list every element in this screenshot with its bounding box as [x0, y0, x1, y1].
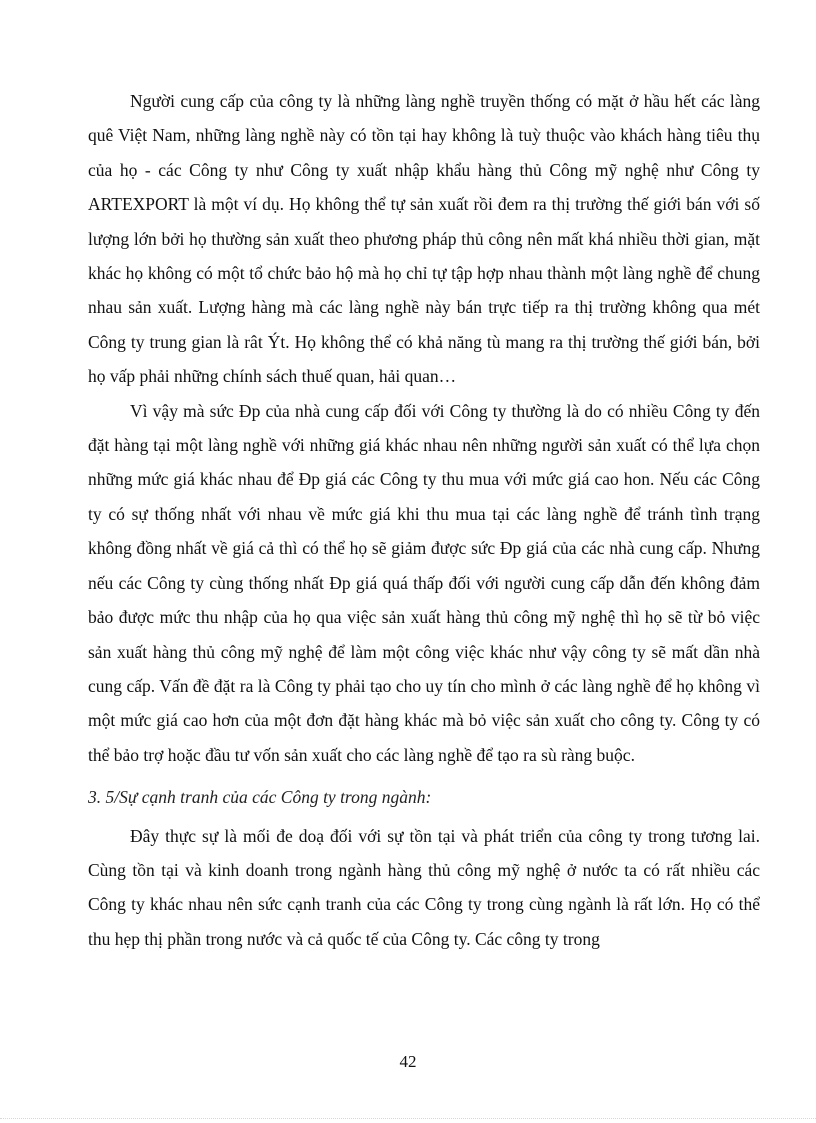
paragraph-suppliers: Người cung cấp của công ty là những làng nghề truyền thống có mặt ở hầu hết các làng quê Việt Nam, những làng nghề này có tồn tại hay không là tuỳ thuộc vào khách hàng tiêu thụ của họ - các Công ty như Công ty xuất nhập khẩu hàng thủ Công mỹ nghệ như Công ty ARTEXPORT là một ví dụ. Họ không thể tự sản xuất rồi đem ra thị trường thế giới bán với số lượng lớn bởi họ thường sản xuất theo phương pháp thủ công nên mất khá nhiều thời gian, mặt khác họ không có một tổ chức bảo hộ mà họ chỉ tự tập hợp nhau thành một làng nghề để chung nhau sản xuất. Lượng hàng mà các làng nghề này bán trực tiếp ra thị trường không qua mét Công ty trung gian là rât Ýt. Họ không thể có khả năng tù mang ra thị trường thế giới bán, bởi họ vấp phải những chính sách thuế quan, hải quan…: [88, 91, 760, 387]
page-bottom-divider: [0, 1118, 816, 1119]
paragraph-competition: Đây thực sự là mối đe doạ đối với sự tồn tại và phát triển của công ty trong tương lai. Cùng tồn tại và kinh doanh trong ngành hàng thủ công mỹ nghệ ở nước ta có rất nhiều các Công ty khác nhau nên sức cạnh tranh của các Công ty trong cùng ngành là rất lớn. Họ có thể thu hẹp thị phần trong nước và cả quốc tế của Công ty. Các công ty trong: [88, 825, 760, 949]
section-heading: 3. 5/Sự cạnh tranh của các Công ty trong ngành:: [88, 787, 432, 808]
body-text: [88, 84, 760, 956]
page-number: 42: [399, 1052, 417, 1071]
paragraph-bargaining-power: Vì vậy mà sức Đp của nhà cung cấp đối với Công ty thường là do có nhiều Công ty đến đặt hàng tại một làng nghề với những giá khác nhau nên những người sản xuất có thể lựa chọn những mức giá khác nhau để Đp giá các Công ty thu mua với mức giá cao hon. Nếu các Công ty có sự thống nhất với nhau về mức giá khi thu mua tại các làng nghề để tránh tình trạng không đồng nhất về giá cả thì có thể họ sẽ giảm được sức Đp giá của các nhà cung cấp. Nhưng nếu các Công ty cùng thống nhất Đp giá quá thấp đối với người cung cấp dẫn đến không đảm bảo được mức thu nhập của họ qua việc sản xuất hàng thủ công mỹ nghệ thì họ sẽ từ bỏ việc sản xuất hàng thủ công mỹ nghệ để làm một công việc khác như vậy công ty sẽ mất dần nhà cung cấp. Vấn đề đặt ra là Công ty phải tạo cho uy tín cho mình ở các làng nghề để họ không vì một mức giá cao hơn của một đơn đặt hàng khác mà bỏ việc sản xuất cho công ty. Công ty có thể bảo trợ hoặc đầu tư vốn sản xuất cho các làng nghề để tạo ra sù ràng buộc.: [88, 400, 760, 765]
